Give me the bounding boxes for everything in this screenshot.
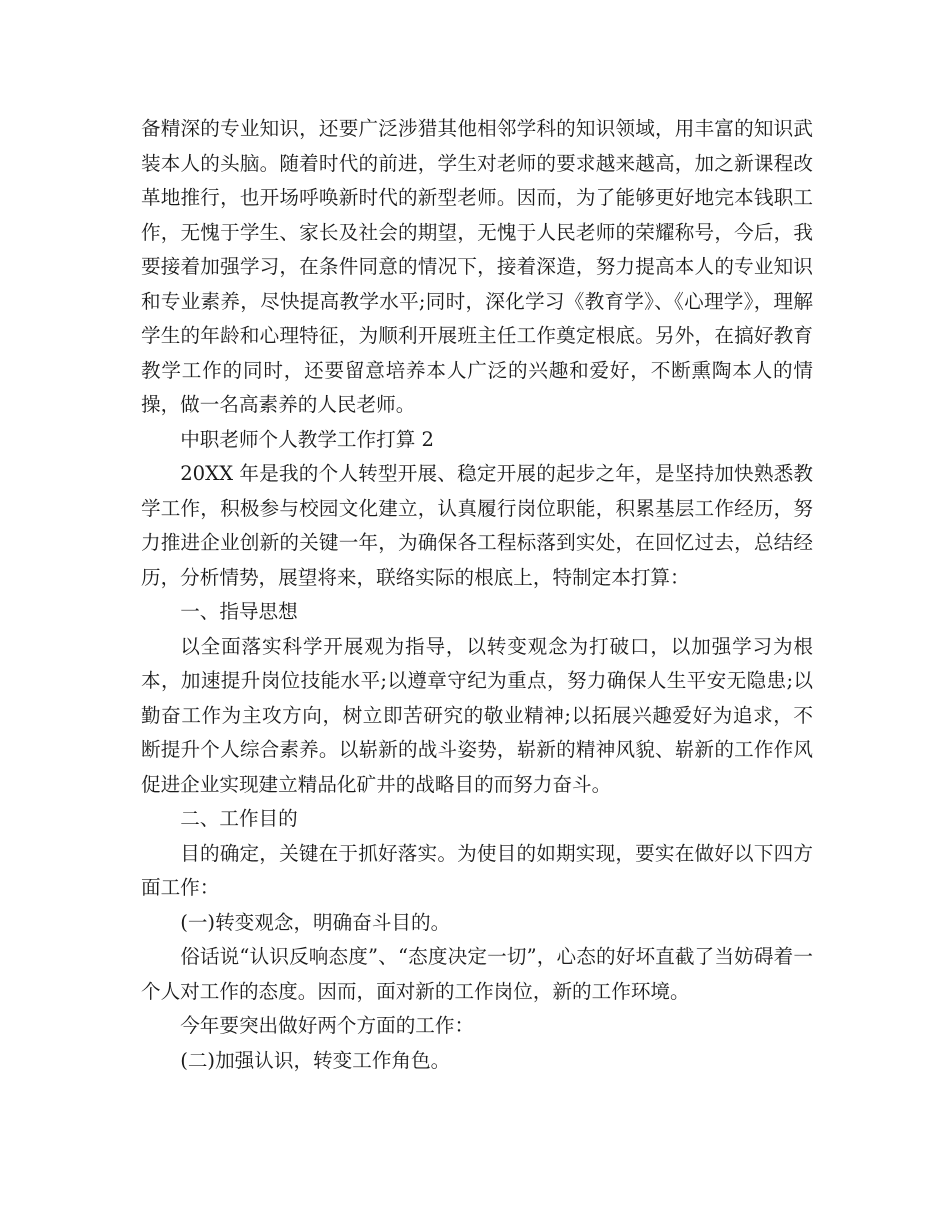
section-heading: 中职老师个人教学工作打算 2 [180,427,435,451]
paragraph: 今年要突出做好两个方面的工作： [180,1014,475,1037]
subsection-heading: (一)转变观念，明确奋斗目的。 [180,910,451,934]
paragraph: 20XX 年是我的个人转型开展、稳定开展的起步之年，是坚持加快熟悉教学工作，积极参与校园文化建立，认真履行岗位职能，积累基层工作经历，努力推进企业创新的关键一年，为确保各工程标落到实处，在回忆过去，总结经历，分析情势，展望将来，联络实际的根底上，特制定本打算： [141,462,813,589]
paragraph: 备精深的专业知识，还要广泛涉猎其他相邻学科的知识领域，用丰富的知识武装本人的头脑。随着时代的前进，学生对老师的要求越来越高，加之新课程改革地推行，也开场呼唤新时代的新型老师。因而，为了能够更好地完本钱职工作，无愧于学生、家长及社会的期望，无愧于人民老师的荣耀称号，今后，我要接着加强学习，在条件同意的情况下，接着深造，努力提高本人的专业知识和专业素养，尽快提高教学水平;同时，深化学习《教育学》、《心理学》，理解学生的年龄和心理特征，为顺利开展班主任工作奠定根底。另外，在搞好教育教学工作的同时，还要留意培养本人广泛的兴趣和爱好，不断熏陶本人的情操，做一名高素养的人民老师。 [141,117,813,416]
subsection-heading: (二)加强认识，转变工作角色。 [180,1048,451,1072]
paragraph: 目的确定，关键在于抓好落实。为使目的如期实现，要实在做好以下四方面工作： [141,841,813,899]
section-heading: 一、指导思想 [180,600,298,623]
section-heading: 二、工作目的 [180,807,298,830]
paragraph: 以全面落实科学开展观为指导，以转变观念为打破口，以加强学习为根本，加速提升岗位技能水平;以遵章守纪为重点，努力确保人生平安无隐患;以勤奋工作为主攻方向，树立即苦研究的敬业精神;以拓展兴趣爱好为追求，不断提升个人综合素养。以崭新的战斗姿势，崭新的精神风貌、崭新的工作作风促进企业实现建立精品化矿井的战略目的而努力奋斗。 [141,634,813,796]
paragraph: 俗话说“认识反响态度”、“态度决定一切”，心态的好坏直截了当妨碍着一个人对工作的态度。因而，面对新的工作岗位，新的工作环境。 [141,945,813,1003]
document-body [141,112,813,1078]
